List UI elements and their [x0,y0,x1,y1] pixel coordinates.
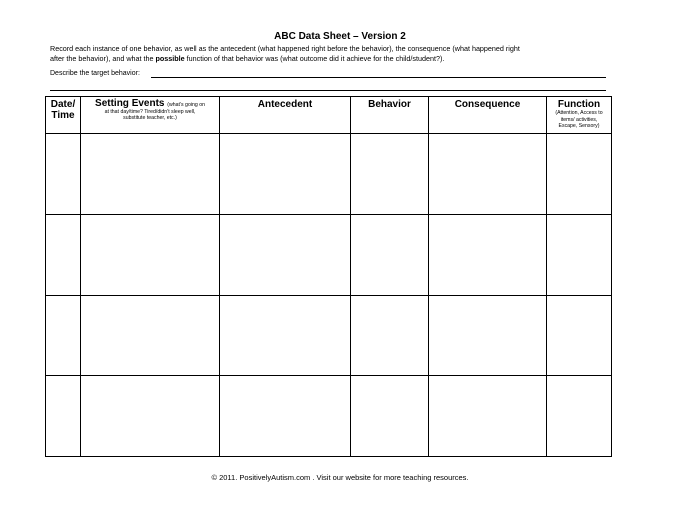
footer-copyright: © 2011. PositivelyAutism.com . Visit our website for more teaching resources. [211,473,469,482]
sheet-title: ABC Data Sheet – Version 2 [274,31,406,42]
instructions-line-2-start: after the behavior), and what the [50,53,156,63]
column-header-setting-events [81,97,220,134]
cell-date-time[interactable] [46,134,81,215]
cell-antecedent[interactable] [220,134,351,215]
instructions [50,44,640,63]
cell-date-time[interactable] [46,214,81,295]
cell-function[interactable] [547,214,612,295]
cell-behavior[interactable] [351,134,429,215]
describe-answer-line-2 [50,90,606,91]
cell-behavior[interactable] [351,214,429,295]
column-header-antecedent: Antecedent [220,97,351,134]
cell-consequence[interactable] [429,295,547,376]
cell-antecedent[interactable] [220,376,351,457]
instructions-line-2-end: function of that behavior was (what outcome did it achieve for the child/student?). [184,53,445,63]
column-header-behavior: Behavior [351,97,429,134]
column-header-consequence: Consequence [429,97,547,134]
table-row [46,214,612,295]
table-row [46,134,612,215]
cell-consequence[interactable] [429,134,547,215]
describe-answer-line [151,77,606,78]
cell-function[interactable] [547,376,612,457]
cell-function[interactable] [547,134,612,215]
cell-function[interactable] [547,295,612,376]
table-row [46,376,612,457]
setting-events-label: Setting Events [95,98,165,109]
cell-setting-events[interactable] [81,134,220,215]
cell-consequence[interactable] [429,214,547,295]
cell-antecedent[interactable] [220,214,351,295]
table-row [46,295,612,376]
cell-setting-events[interactable] [81,376,220,457]
cell-setting-events[interactable] [81,295,220,376]
cell-date-time[interactable] [46,295,81,376]
cell-consequence[interactable] [429,376,547,457]
cell-date-time[interactable] [46,376,81,457]
cell-behavior[interactable] [351,376,429,457]
column-header-function: Function (Attention, Access to items/ activities, Escape, Sensory) [547,97,612,134]
describe-label: Describe the target behavior: [50,70,140,77]
setting-events-note-2: at that day/time? Tired/didn’t sleep well, [104,108,196,115]
instructions-emphasis: possible [155,53,185,63]
instructions-line-1: Record each instance of one behavior, as well as the antecedent (what happened right before the behavior), the consequence (what happened right [50,44,520,53]
function-note: (Attention, Access to items/ activities, Escape, Sensory) [555,110,603,129]
header-row [46,97,612,134]
cell-antecedent[interactable] [220,295,351,376]
setting-events-note-3: substitute teacher, etc.) [123,115,177,121]
cell-behavior[interactable] [351,295,429,376]
column-header-date-time: Date/ Time [46,97,81,134]
abc-data-table [45,96,612,457]
setting-events-note: (what’s going on [167,102,205,108]
cell-setting-events[interactable] [81,214,220,295]
